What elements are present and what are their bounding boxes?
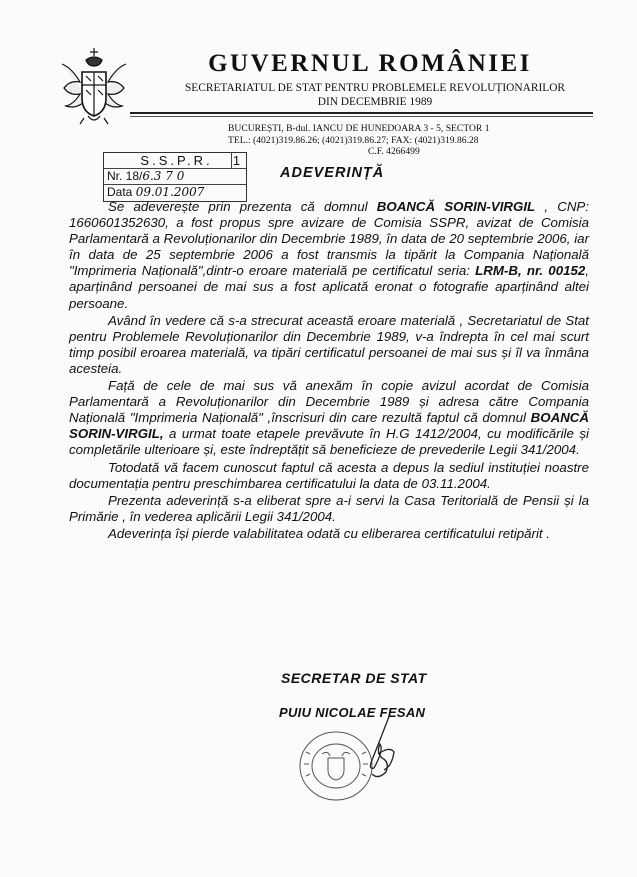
paragraph-6: Adeverința își pierde valabilitatea odată cu eliberarea certificatului retipărit . <box>108 525 550 541</box>
handwritten-signature-icon <box>320 710 430 790</box>
registration-stamp <box>103 152 247 202</box>
address-line-2: TEL.: (4021)319.86.26; (4021)319.86.27; FAX: (4021)319.86.28 <box>228 134 479 146</box>
person-name: BOANCĂ SORIN-VIRGIL <box>376 199 536 214</box>
coat-of-arms-icon <box>58 44 130 126</box>
header-rule <box>130 112 593 114</box>
stamp-data-value: 09.01.2007 <box>135 185 205 199</box>
subtitle-line-2: DIN DECEMBRIE 1989 <box>317 96 433 108</box>
paragraph-2: Având în vedere că s-a strecurat această eroare materială , Secretariatul de Stat pentru Problemele Revoluționarilor din Decembrie 1989, v-a îndrepta în cel mai scurt timp posibil eroarea materială, va tipări certificatul persoanei de mai sus și îl va înmâna acesteia. <box>69 312 589 376</box>
paragraph-4: Totodată vă facem cunoscut faptul că acesta a depus la sediul instituției noastre documentația pentru preschimbarea certificatului la data de 03.11.2004. <box>69 459 589 491</box>
subtitle-line-1: SECRETARIATUL DE STAT PENTRU PROBLEMELE REVOLUȚIONARILOR <box>184 82 566 94</box>
stamp-box-number: 1 <box>232 153 244 168</box>
paragraph-5: Prezenta adeverință s-a eliberat spre a-i servi la Casa Teritorială de Pensii și la Primărie , în vederea aplicării Legii 341/2004. <box>69 492 589 524</box>
address-line-3: C.F. 4266499 <box>368 146 420 157</box>
address-line-1: BUCUREȘTI, B-dul. IANCU DE HUNEDOARA 3 - 5, SECTOR 1 <box>228 123 490 134</box>
paragraph-1: Se adeverește prin prezenta că domnul BOANCĂ SORIN-VIRGIL , CNP: 1660601352630, a fost propus spre avizare de Comisia SSPR, avizat de Comisia Parlamentară a Revoluționarilor din Decembrie 1989, în data de 20 septembrie 2006, iar în data de 25 septembrie 2006 a fost transmis la tipărit la Compania Națională "Imprimeria Națională",dintr-o eroare materială pe certificatul seria: LRM-B, nr. 00152, aparținând persoanei de mai sus a fost aplicată eronat o fotografie aparținând altei persoane. <box>69 199 589 311</box>
document-title: ADEVERINȚĂ <box>280 165 385 181</box>
secretariat-subtitle <box>150 81 600 109</box>
certificate-series: LRM-B, nr. 00152 <box>475 263 586 279</box>
person-name-2: BOANCĂ SORIN-VIRGIL, <box>69 410 589 442</box>
stamp-nr-label: Nr. 18/ <box>107 169 143 183</box>
government-title: GUVERNUL ROMÂNIEI <box>208 50 532 77</box>
address-block <box>228 123 558 158</box>
document-body <box>69 199 589 543</box>
paragraph-3: Față de cele de mai sus vă anexăm în copie avizul acordat de Comisia Parlamentară a Revoluționarilor din Decembrie 1989 și adresa către Compania Națională "Imprimeria Națională" ,înscrisuri din care rezultă faptul că domnul BOANCĂ SORIN-VIRGIL, a urmat toate etapele prevăvute în H.G 1412/2004, cu modificările și completările ulterioare și, este îndreptățit să beneficieze de prevederile Legii 341/2004. <box>69 378 589 458</box>
header-rule-thin <box>130 116 593 117</box>
signer-name: PUIU NICOLAE FESAN <box>279 705 426 720</box>
stamp-data-label: Data <box>107 185 133 199</box>
stamp-label: S.S.P.R. <box>140 153 213 168</box>
stamp-nr-value: 6.3 7 0 <box>142 169 185 183</box>
signer-title: SECRETAR DE STAT <box>281 670 427 686</box>
